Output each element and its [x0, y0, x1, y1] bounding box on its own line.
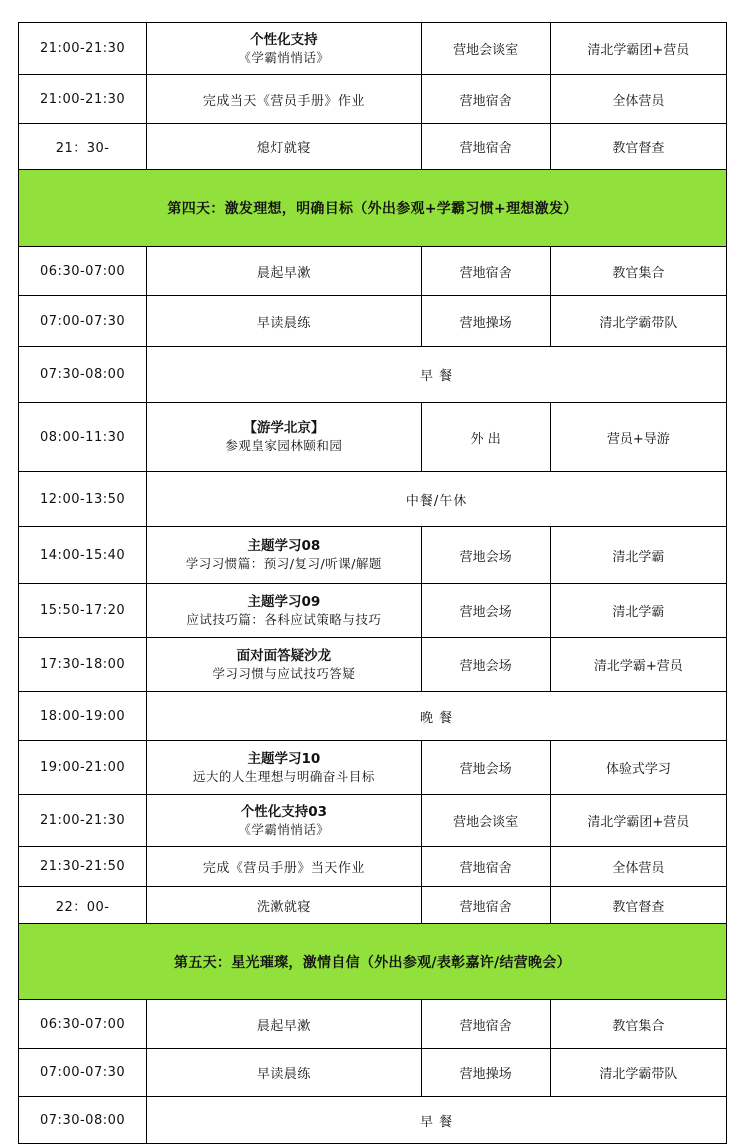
activity-title: 面对面答疑沙龙	[236, 647, 332, 664]
location-cell: 营地会谈室	[421, 795, 550, 847]
owner-cell: 教官督查	[550, 124, 726, 170]
location-cell: 营地操场	[421, 1049, 550, 1097]
time-cell: 21：30-	[19, 124, 147, 170]
activity-cell: 晨起早漱	[147, 247, 421, 296]
table-row	[19, 296, 727, 347]
activity-cell: 早读晨练	[147, 296, 421, 347]
time-cell: 22：00-	[19, 887, 147, 924]
table-row	[19, 795, 727, 847]
activity-cell	[147, 403, 421, 472]
location-cell: 营地会场	[421, 638, 550, 692]
schedule-table	[18, 22, 727, 1144]
activity-subtitle: 《学霸悄悄话》	[238, 49, 330, 65]
time-cell: 12:00-13:50	[19, 472, 147, 527]
location-cell: 营地会场	[421, 527, 550, 584]
time-cell: 21:00-21:30	[19, 795, 147, 847]
table-row	[19, 527, 727, 584]
time-cell: 07:00-07:30	[19, 1049, 147, 1097]
time-cell: 19:00-21:00	[19, 741, 147, 795]
meal-cell: 晚 餐	[147, 692, 727, 741]
activity-subtitle: 应试技巧篇：各科应试策略与技巧	[186, 611, 382, 627]
table-row	[19, 1000, 727, 1049]
time-cell: 21:00-21:30	[19, 75, 147, 124]
activity-subtitle: 远大的人生理想与明确奋斗目标	[192, 768, 375, 784]
table-row	[19, 584, 727, 638]
activity-cell	[147, 638, 421, 692]
owner-cell: 教官督查	[550, 887, 726, 924]
activity-cell	[147, 527, 421, 584]
time-cell: 08:00-11:30	[19, 403, 147, 472]
meal-cell: 中餐/午休	[147, 472, 727, 527]
location-cell: 营地操场	[421, 296, 550, 347]
time-cell: 07:00-07:30	[19, 296, 147, 347]
location-cell: 营地宿舍	[421, 247, 550, 296]
time-cell: 15:50-17:20	[19, 584, 147, 638]
time-cell: 21:00-21:30	[19, 23, 147, 75]
table-row	[19, 887, 727, 924]
activity-cell	[147, 584, 421, 638]
location-cell: 营地会场	[421, 584, 550, 638]
location-cell: 营地宿舍	[421, 75, 550, 124]
owner-cell: 清北学霸	[550, 584, 726, 638]
table-row	[19, 247, 727, 296]
day-header-row	[19, 170, 727, 247]
activity-cell: 完成《营员手册》当天作业	[147, 847, 421, 887]
location-cell: 营地会场	[421, 741, 550, 795]
owner-cell: 清北学霸+营员	[550, 638, 726, 692]
owner-cell: 全体营员	[550, 75, 726, 124]
time-cell: 18:00-19:00	[19, 692, 147, 741]
activity-title: 主题学习09	[247, 593, 321, 610]
table-row	[19, 692, 727, 741]
owner-cell: 清北学霸带队	[550, 296, 726, 347]
activity-title: 个性化支持03	[240, 803, 327, 820]
activity-subtitle: 学习习惯篇：预习/复习/听课/解题	[185, 556, 382, 571]
day-header: 第四天：激发理想，明确目标（外出参观+学霸习惯+理想激发）	[19, 170, 727, 247]
activity-cell: 完成当天《营员手册》作业	[147, 75, 421, 124]
time-cell: 21:30-21:50	[19, 847, 147, 887]
table-row	[19, 638, 727, 692]
activity-title: 个性化支持	[250, 31, 318, 48]
activity-cell: 早读晨练	[147, 1049, 421, 1097]
activity-cell: 洗漱就寝	[147, 887, 421, 924]
table-row	[19, 847, 727, 887]
table-row	[19, 75, 727, 124]
owner-cell: 营员+导游	[550, 403, 726, 472]
table-row	[19, 347, 727, 403]
time-cell: 07:30-08:00	[19, 1097, 147, 1144]
activity-title: 【游学北京】	[243, 420, 325, 436]
meal-cell: 早 餐	[147, 1097, 727, 1144]
day-header-row	[19, 924, 727, 1000]
owner-cell: 清北学霸团+营员	[550, 23, 726, 75]
location-cell: 外 出	[421, 403, 550, 472]
table-row	[19, 472, 727, 527]
location-cell: 营地宿舍	[421, 1000, 550, 1049]
owner-cell: 体验式学习	[550, 741, 726, 795]
activity-cell: 熄灯就寝	[147, 124, 421, 170]
meal-cell: 早 餐	[147, 347, 727, 403]
time-cell: 06:30-07:00	[19, 247, 147, 296]
activity-subtitle: 学习习惯与应试技巧答疑	[212, 665, 356, 681]
table-row	[19, 741, 727, 795]
location-cell: 营地宿舍	[421, 847, 550, 887]
activity-title: 主题学习08	[247, 538, 321, 554]
table-row	[19, 124, 727, 170]
table-row	[19, 403, 727, 472]
owner-cell: 教官集合	[550, 247, 726, 296]
activity-cell: 晨起早漱	[147, 1000, 421, 1049]
owner-cell: 清北学霸带队	[550, 1049, 726, 1097]
activity-cell	[147, 795, 421, 847]
activity-title: 主题学习10	[247, 750, 321, 767]
activity-cell	[147, 741, 421, 795]
owner-cell: 清北学霸团+营员	[550, 795, 726, 847]
time-cell: 17:30-18:00	[19, 638, 147, 692]
activity-cell	[147, 23, 421, 75]
time-cell: 14:00-15:40	[19, 527, 147, 584]
table-row	[19, 1049, 727, 1097]
activity-subtitle: 参观皇家园林颐和园	[225, 438, 343, 453]
location-cell: 营地会谈室	[421, 23, 550, 75]
owner-cell: 清北学霸	[550, 527, 726, 584]
time-cell: 06:30-07:00	[19, 1000, 147, 1049]
owner-cell: 教官集合	[550, 1000, 726, 1049]
day-header: 第五天：星光璀璨，激情自信（外出参观/表彰嘉许/结营晚会）	[19, 924, 727, 1000]
table-row	[19, 1097, 727, 1144]
activity-subtitle: 《学霸悄悄话》	[238, 821, 330, 837]
owner-cell: 全体营员	[550, 847, 726, 887]
time-cell: 07:30-08:00	[19, 347, 147, 403]
location-cell: 营地宿舍	[421, 887, 550, 924]
location-cell: 营地宿舍	[421, 124, 550, 170]
table-row	[19, 23, 727, 75]
